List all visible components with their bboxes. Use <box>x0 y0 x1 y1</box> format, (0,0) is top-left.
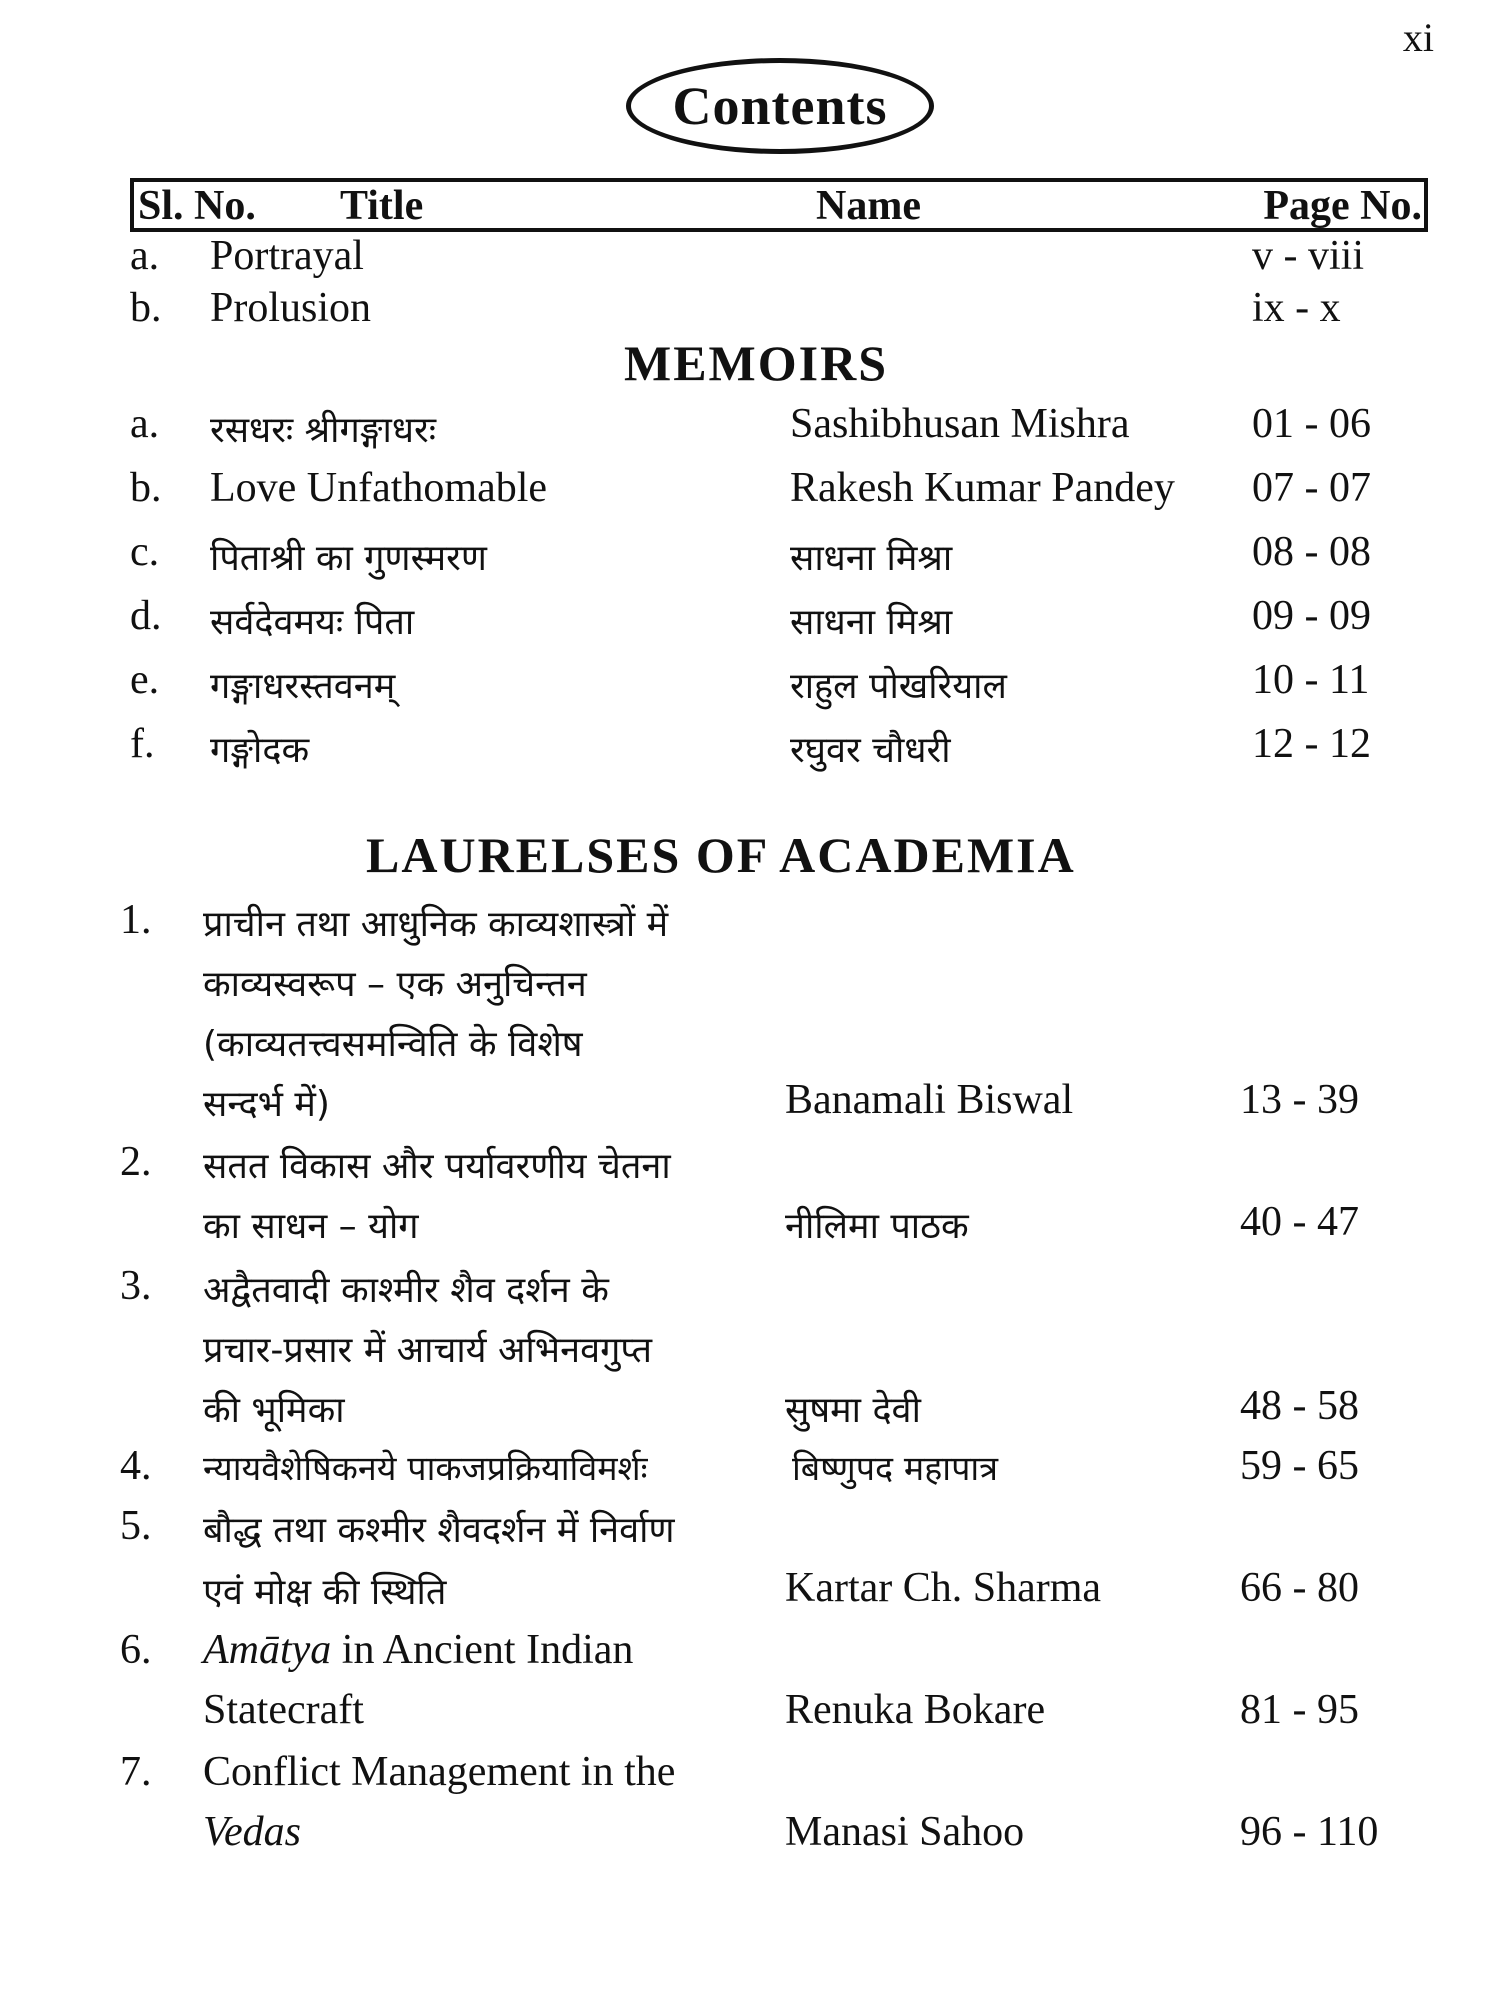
table-row <box>0 656 1500 712</box>
entry-pages: 09 - 09 <box>1252 593 1371 639</box>
entry-pages: 59 - 65 <box>1240 1443 1359 1489</box>
entry-title-line: (काव्यतत्त्वसमन्विति के विशेष <box>203 1024 583 1065</box>
table-row <box>0 956 1500 1012</box>
entry-title-line: प्राचीन तथा आधुनिक काव्यशास्त्रों में <box>203 904 669 945</box>
entry-pages: 08 - 08 <box>1252 529 1371 575</box>
entry-number: 7. <box>120 1749 152 1795</box>
entry-number: e. <box>130 657 160 703</box>
entry-title: Prolusion <box>210 285 372 331</box>
entry-title-rest: in Ancient Indian <box>331 1627 634 1673</box>
table-row <box>0 464 1500 520</box>
entry-title: गङ्गाधरस्तवनम् <box>210 666 396 707</box>
table-row <box>0 1748 1500 1804</box>
table-row <box>0 1322 1500 1378</box>
table-row <box>0 1442 1500 1498</box>
entry-number: f. <box>130 721 155 767</box>
entry-title: Love Unfathomable <box>210 465 548 511</box>
section-heading-academia: LAURELSES OF ACADEMIA <box>366 827 1076 883</box>
entry-number: a. <box>130 401 160 447</box>
table-row <box>0 720 1500 776</box>
table-row <box>0 1262 1500 1318</box>
contents-heading <box>626 58 934 154</box>
entry-pages: 96 - 110 <box>1240 1809 1379 1855</box>
entry-title-line: सन्दर्भ में) <box>203 1084 330 1125</box>
table-row <box>0 1502 1500 1558</box>
entry-title: सर्वदेवमयः पिता <box>210 602 415 643</box>
entry-title-line: Conflict Management in the <box>203 1749 676 1795</box>
contents-heading-label: Contents <box>672 76 888 136</box>
entry-pages: 07 - 07 <box>1252 465 1371 511</box>
entry-title-line: का साधन – योग <box>203 1206 419 1247</box>
entry-title-line: प्रचार-प्रसार में आचार्य अभिनवगुप्त <box>203 1330 652 1371</box>
table-row <box>0 1382 1500 1438</box>
entry-title-line: एवं मोक्ष की स्थिति <box>203 1572 447 1613</box>
entry-number: 6. <box>120 1627 152 1673</box>
entry-pages: 40 - 47 <box>1240 1199 1359 1245</box>
table-row <box>0 1686 1500 1742</box>
entry-number: 4. <box>120 1443 152 1489</box>
entry-title-italic: Amātya <box>203 1627 332 1673</box>
entry-number: 3. <box>120 1263 152 1309</box>
entry-author: Manasi Sahoo <box>785 1809 1025 1855</box>
entry-number: c. <box>130 529 160 575</box>
entry-title: Portrayal <box>210 233 364 279</box>
entry-title-line: बौद्ध तथा कश्मीर शैवदर्शन में निर्वाण <box>203 1510 675 1551</box>
table-row <box>0 1076 1500 1132</box>
entry-title-italic: Vedas <box>203 1809 301 1855</box>
entry-pages: 01 - 06 <box>1252 401 1371 447</box>
entry-author: रघुवर चौधरी <box>790 730 951 771</box>
entry-pages: 10 - 11 <box>1252 657 1370 703</box>
table-row <box>0 1198 1500 1254</box>
table-row <box>0 1626 1500 1682</box>
entry-title-line: काव्यस्वरूप – एक अनुचिन्तन <box>203 964 587 1005</box>
entry-author: Banamali Biswal <box>785 1077 1074 1123</box>
entry-number: 2. <box>120 1139 152 1185</box>
entry-title-line: Statecraft <box>203 1687 364 1733</box>
entry-author: साधना मिश्रा <box>790 538 953 579</box>
entry-number: a. <box>130 233 160 279</box>
entry-author: Renuka Bokare <box>785 1687 1046 1733</box>
header-name: Name <box>816 183 921 229</box>
entry-pages: 13 - 39 <box>1240 1077 1359 1123</box>
table-header <box>130 178 1428 232</box>
table-row <box>0 592 1500 648</box>
entry-title-line <box>203 1626 633 1674</box>
entry-number: 1. <box>120 897 152 943</box>
entry-author: राहुल पोखरियाल <box>790 666 1007 707</box>
entry-number: b. <box>130 465 162 511</box>
entry-pages: 48 - 58 <box>1240 1383 1359 1429</box>
entry-author: साधना मिश्रा <box>790 602 953 643</box>
table-row <box>0 1808 1500 1864</box>
entry-number: b. <box>130 285 162 331</box>
entry-pages: 81 - 95 <box>1240 1687 1359 1733</box>
entry-pages: ix - x <box>1252 285 1341 331</box>
entry-author: बिष्णुपद महापात्र <box>792 1449 999 1489</box>
entry-title-line: न्यायवैशेषिकनये पाकजप्रक्रियाविमर्शः <box>203 1449 648 1489</box>
table-row <box>0 284 1500 340</box>
table-row <box>0 400 1500 456</box>
entry-pages: 66 - 80 <box>1240 1565 1359 1611</box>
entry-title-line: सतत विकास और पर्यावरणीय चेतना <box>203 1146 671 1187</box>
table-row <box>0 896 1500 952</box>
entry-author: Rakesh Kumar Pandey <box>790 465 1175 511</box>
entry-author: सुषमा देवी <box>785 1390 921 1431</box>
table-row <box>0 1016 1500 1072</box>
page-number: xi <box>1402 15 1434 60</box>
entry-author: Kartar Ch. Sharma <box>785 1565 1102 1611</box>
entry-title: गङ्गोदक <box>210 730 310 771</box>
entry-number: 5. <box>120 1503 152 1549</box>
entry-number: d. <box>130 593 162 639</box>
entry-author: नीलिमा पाठक <box>785 1206 969 1247</box>
header-page-no: Page No. <box>1263 183 1422 229</box>
entry-pages: 12 - 12 <box>1252 721 1371 767</box>
header-title: Title <box>340 183 424 229</box>
entry-title-line: की भूमिका <box>203 1390 345 1431</box>
entry-title: रसधरः श्रीगङ्गाधरः <box>210 410 436 451</box>
entry-title-line: अद्वैतवादी काश्मीर शैव दर्शन के <box>203 1270 609 1311</box>
table-row <box>0 1564 1500 1620</box>
entry-title: पिताश्री का गुणस्मरण <box>210 538 487 579</box>
entry-pages: v - viii <box>1252 233 1364 279</box>
header-sl-no: Sl. No. <box>138 183 256 229</box>
entry-author: Sashibhusan Mishra <box>790 401 1130 447</box>
table-row <box>0 528 1500 584</box>
table-row <box>0 232 1500 288</box>
section-heading-memoirs: MEMOIRS <box>624 335 888 391</box>
table-row <box>0 1138 1500 1194</box>
